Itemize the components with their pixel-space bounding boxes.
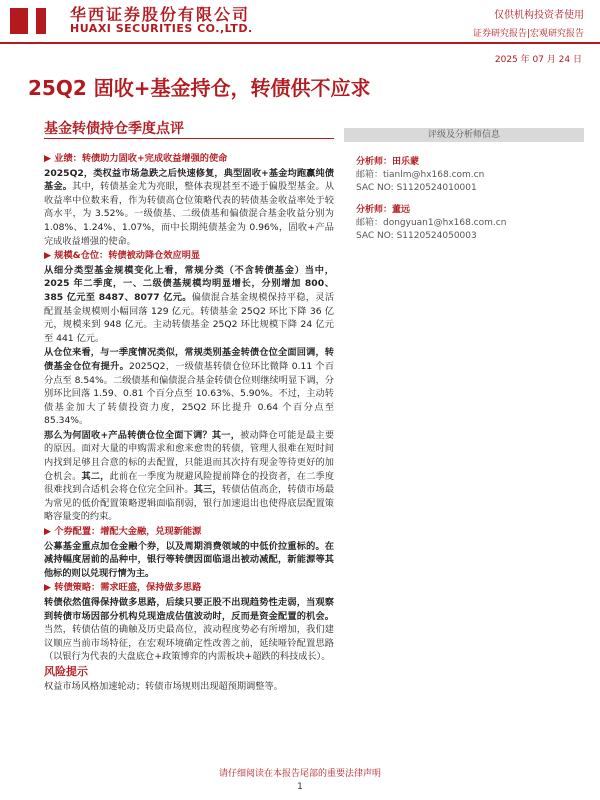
risk-heading: 风险提示	[44, 664, 88, 678]
bold-text: 其三，	[193, 484, 222, 496]
analyst-block	[356, 156, 484, 195]
report-type: 证券研究报告|宏观研究报告	[472, 29, 584, 39]
page-number: 1	[297, 782, 303, 792]
analyst-name: 分析师：董远	[356, 205, 411, 215]
report-title: 25Q2 固收+基金持仓，转债供不应求	[28, 76, 371, 100]
analyst-email[interactable]: 邮箱：tianlm@hx168.com.cn	[356, 170, 485, 180]
analyst-block	[356, 204, 506, 243]
paragraph-reasons	[44, 429, 334, 524]
body-text: 偏债混合基金规模保持平稳，灵活配置基金规模则小幅回落 129 亿元。转债基金 25Q2 环比下降 36 亿元，规模来到 948 亿元。主动转债基金 25Q2 环比规模下降 24 亿元至 441 亿元。	[44, 291, 335, 344]
analyst-email[interactable]: 邮箱：dongyuan1@hx168.com.cn	[356, 218, 507, 228]
company-name-cn: 华西证券股份有限公司	[70, 5, 251, 24]
body-text: 当然，转债估值的确触及历史最高位，波动程度势必有所增加，我们建议顺应当前市场特征，在宏观环境确定性改善之前，延续哑铃配置思路（以银行为代表的大盘底仓+政策博弈的内需板块+超跌的科技成长）。	[44, 624, 334, 663]
report-subtitle: 基金转债持仓季度点评	[44, 121, 184, 137]
bold-text: 从仓位来看，与一季度情况类似，常规类别基金转债仓位全面回调，转债基金仓位有提升。	[44, 347, 334, 372]
report-date: 2025 年 07 月 24 日	[494, 55, 582, 65]
huaxi-logo-icon	[8, 4, 66, 38]
section-heading-performance: ▶ 业绩：转债助力固收+完成收益增强的使命	[44, 153, 228, 164]
rating-analyst-bar: 评级及分析师信息	[344, 128, 584, 142]
paragraph-performance	[44, 167, 334, 249]
paragraph-strategy	[44, 596, 334, 664]
bold-text: 那么为何固收+产品转债仓位全面下调？其一，	[44, 429, 241, 441]
paragraph-position	[44, 346, 334, 428]
body-text: 其中，转债基金尤为亮眼，整体表现甚至不逊于偏股型基金。从收益率中位数来看，作为转债高仓位策略代表的转债基金收益率处于较高水平，为 3.52%。一级债基、二级债基和偏债混合基金收益分别为 1.08%、1.24%、1.07%，而中长期纯债基金为 0.96%，固收+产品完成收益增强的使命。	[44, 181, 335, 247]
body-text: 2025Q2，一级债基转债仓位环比微降 0.11 个百分点至 8.54%。二级债基和偏债混合基金转债仓位则继续明显下调，分别环比回落 1.59、0.81 个百分点至 10.63%、5.90%。不过，主动转债基金加大了转债投资力度，25Q2 环比提升 0.64 个百分点至 85.34%。	[44, 360, 335, 427]
body-text: 此前在一季度为规避风险提前降仓的投资者，在二季度很难找到合适机会将仓位完全回补。	[44, 470, 335, 496]
paragraph-scale	[44, 264, 334, 346]
analyst-name: 分析师：田乐蒙	[356, 157, 420, 167]
bold-text: 转债依然值得保持做多思路，后续只要正股不出现趋势性走弱，当观察到转债市场因部分机构兑现造成估值波动时，反而是资金配置的机会。	[44, 597, 334, 622]
header-divider	[0, 42, 600, 44]
report-body	[44, 152, 334, 694]
section-heading-scale: ▶ 规模&仓位：转债被动降仓效应明显	[44, 250, 201, 262]
risk-text: 权益市场风格加速轮动；转债市场规则出现超预期调整等。	[44, 680, 283, 692]
bold-text: 其二，	[81, 470, 110, 482]
analyst-sac: SAC NO: S1120524050003	[356, 231, 477, 241]
section-heading-allocation: ▶ 个券配置：增配大金融，兑现新能源	[44, 526, 202, 538]
section-heading-strategy: ▶ 转债策略：需求旺盛，保持做多思路	[44, 582, 202, 594]
audience-notice: 仅供机构投资者使用	[494, 10, 584, 21]
company-name-en: HUAXI SECURITIES CO.,LTD.	[70, 22, 253, 35]
body-text: 被动降仓可能是最主要的原因。面对大量的申购需求和愈来愈贵的转债，管理人很难在短时间内找到足够且合意的标的去配置，只能退而其次持有现金等待更好的加仓机会。	[44, 429, 335, 482]
bold-text: 2025Q2，类权益市场急跌之后快速修复，典型固收+基金均跑赢纯债基金。	[44, 167, 334, 193]
paragraph-allocation	[44, 540, 334, 581]
legal-notice: 请仔细阅读在本报告尾部的重要法律声明	[218, 769, 381, 779]
body-text: 转债估值高企，转债市场最为常见的低价配置策略逻辑面临削弱，银行加速退出也使得底层配置策略容量变的约束。	[44, 484, 335, 523]
subtitle-underline	[44, 138, 334, 139]
bold-text: 公募基金重点加仓金融个券，以及周期消费领域的中低价拉重标的。在减持幅度居前的品种中，银行等转债因面临退出被动减配，新能源等其他标的则以兑现行情为主。	[44, 540, 334, 579]
bold-text: 从细分类型基金规模变化上看，常规分类（不含转债基金）当中，2025 年二季度，一、二级债基规模均明显增长，分别增加 800、385 亿元至 8487、8077 亿元。	[44, 264, 334, 303]
analyst-sac: SAC NO: S1120524010001	[356, 183, 477, 193]
